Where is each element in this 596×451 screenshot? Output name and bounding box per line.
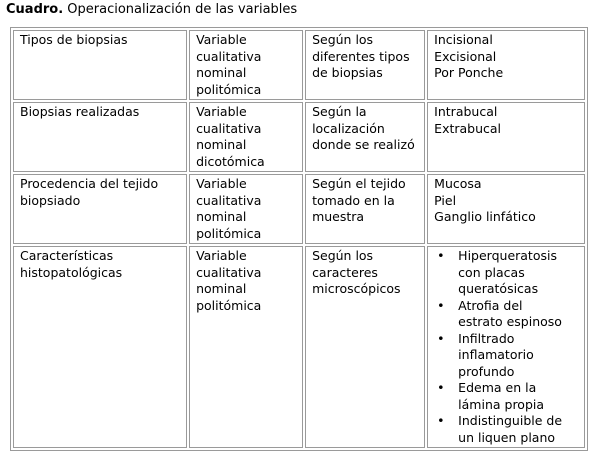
criterion-cell [305, 174, 425, 244]
type-cell [189, 246, 303, 448]
cell-text: Según la [312, 104, 367, 119]
values-cell [427, 246, 585, 448]
list-item [434, 413, 580, 446]
variables-table [10, 27, 588, 451]
criterion-cell [305, 102, 425, 172]
criterion-cell [305, 30, 425, 100]
cell-text: donde se realizó [312, 137, 415, 152]
cell-text: localización [312, 120, 385, 136]
cell-text: cualitativa [196, 120, 262, 136]
values-cell [427, 30, 585, 100]
cell-text: con placas [458, 264, 525, 280]
cell-text: Variable [196, 104, 247, 119]
cell-text: tomado en la [312, 192, 395, 208]
values-cell [427, 174, 585, 244]
cell-text: Biopsias realizadas [20, 104, 140, 119]
cell-text: nominal [196, 281, 247, 296]
variable-cell [13, 30, 187, 100]
table-caption [6, 2, 297, 18]
cell-text: Según el tejido [312, 176, 406, 191]
cell-text: Hiperqueratosis [458, 248, 557, 263]
cell-text: politómica [196, 225, 262, 241]
cell-text: cualitativa [196, 192, 262, 208]
cell-text: microscópicos [312, 281, 401, 296]
cell-text: Según los [312, 248, 374, 263]
cell-text: Según los [312, 32, 374, 47]
values-cell [427, 102, 585, 172]
variable-cell [13, 246, 187, 448]
cell-text: nominal [196, 137, 247, 152]
cell-text: queratósicas [458, 281, 539, 296]
cell-text: Por Ponche [434, 65, 504, 80]
cell-text: Piel [434, 192, 457, 208]
cell-text: Procedencia del tejido [20, 176, 159, 191]
cell-text: de biopsias [312, 65, 383, 80]
cell-text: Edema en la [458, 380, 537, 395]
cell-text: lámina propia [458, 396, 545, 412]
cell-text: Características [20, 248, 114, 263]
cell-text: Excisional [434, 48, 497, 64]
cell-text: Incisional [434, 32, 493, 47]
bullet-list [434, 248, 580, 446]
cell-text: un liquen plano [458, 429, 556, 445]
cell-text: Ganglio linfático [434, 209, 536, 224]
cell-text: nominal [196, 65, 247, 80]
variable-cell [13, 102, 187, 172]
caption-label: Cuadro. [6, 2, 64, 17]
cell-text: Atrofia del [458, 297, 523, 313]
cell-text: inflamatorio [458, 347, 534, 362]
cell-text: diferentes tipos [312, 48, 410, 64]
cell-text: profundo [458, 363, 515, 379]
cell-text: cualitativa [196, 48, 262, 64]
cell-text: Indistinguible de [458, 413, 563, 428]
cell-text: Variable [196, 248, 247, 263]
caption-text: Operacionalización de las variables [63, 2, 298, 17]
bullet-icon: • [437, 330, 445, 346]
cell-text: Variable [196, 176, 247, 191]
type-cell [189, 174, 303, 244]
table-row [13, 174, 585, 244]
cell-text: Mucosa [434, 176, 482, 191]
table-row [13, 102, 585, 172]
cell-text: Extrabucal [434, 120, 502, 136]
table-row [13, 30, 585, 100]
cell-text: Intrabucal [434, 104, 498, 119]
criterion-cell [305, 246, 425, 448]
cell-text: cualitativa [196, 264, 262, 280]
cell-text: politómica [196, 297, 262, 313]
cell-text: Infiltrado [458, 330, 515, 346]
cell-text: estrato espinoso [458, 314, 562, 329]
bullet-icon: • [437, 248, 445, 263]
cell-text: muestra [312, 209, 365, 224]
cell-text: Tipos de biopsias [20, 32, 128, 47]
variable-cell [13, 174, 187, 244]
list-item [434, 298, 580, 331]
cell-text: histopatológicas [20, 264, 123, 280]
cell-text: nominal [196, 209, 247, 224]
cell-text: dicotómica [196, 153, 265, 169]
bullet-icon: • [437, 297, 445, 313]
list-item [434, 331, 580, 381]
list-item [434, 380, 580, 413]
cell-text: politómica [196, 81, 262, 97]
type-cell [189, 102, 303, 172]
cell-text: biopsiado [20, 192, 81, 208]
cell-text: Variable [196, 32, 247, 47]
type-cell [189, 30, 303, 100]
bullet-icon: • [437, 380, 445, 395]
table-row [13, 246, 585, 448]
list-item [434, 248, 580, 298]
cell-text: caracteres [312, 264, 378, 280]
bullet-icon: • [437, 413, 445, 428]
